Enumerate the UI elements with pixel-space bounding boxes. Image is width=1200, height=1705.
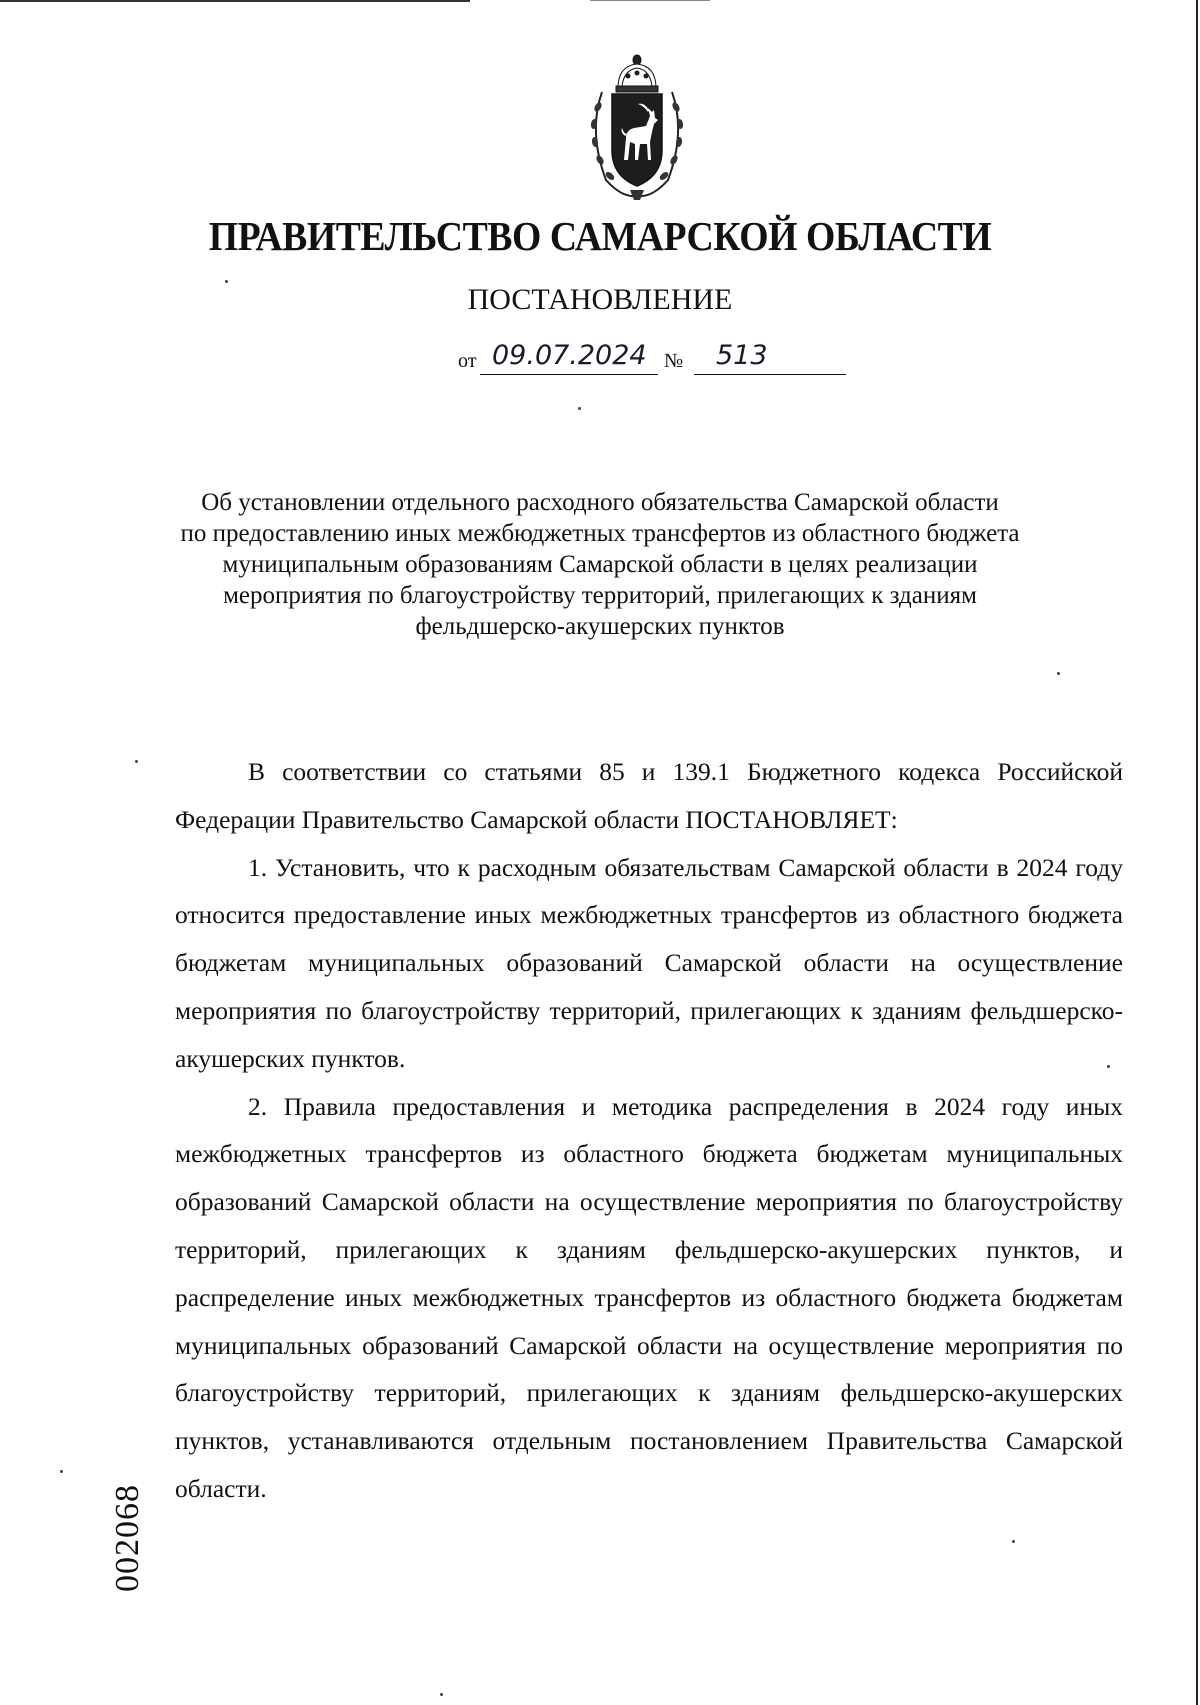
body-paragraph: 2. Правила предоставления и методика распределения в 2024 году иных межбюджетных трансфертов из областного бюджета бюджетам муниципальных образований Самарской области на осуществление мероприятия по благоустройству территорий, прилегающих к зданиям фельдшерско-акушерских пунктов, и распределение иных межбюджетных трансфертов из областного бюджета бюджетам муниципальных образований Самарской области на осуществление мероприятия по благоустройству территорий, прилегающих к зданиям фельдшерско-акушерских пунктов, устанавливаются отдельным постановлением Правительства Самарской области. xyxy=(175,1091,1123,1503)
government-title: ПРАВИТЕЛЬСТВО САМАРСКОЙ ОБЛАСТИ xyxy=(208,213,992,259)
date-underline xyxy=(480,374,658,375)
scan-speck xyxy=(578,407,581,410)
subject-line: муниципальным образованиям Самарской области в целях реализации xyxy=(222,551,978,578)
samara-region-coat-of-arms-icon xyxy=(578,52,696,202)
date-number-line xyxy=(458,335,858,375)
document-body xyxy=(175,748,1123,1513)
subject-line: по предоставлению иных межбюджетных трансфертов из областного бюджета xyxy=(180,520,1020,547)
document-number: 513 xyxy=(716,340,768,371)
number-prefix: № xyxy=(664,350,684,372)
body-paragraph: 1. Установить, что к расходным обязательствам Самарской области в 2024 году относится предоставление иных межбюджетных трансфертов из областного бюджета бюджетам муниципальных образований Самарской области на осуществление мероприятия по благоустройству территорий, прилегающих к зданиям фельдшерско-акушерских пунктов. xyxy=(175,852,1123,1073)
scan-speck xyxy=(1057,672,1060,675)
scan-speck xyxy=(225,280,228,283)
number-underline xyxy=(694,374,846,375)
scan-speck xyxy=(1107,1065,1110,1068)
scan-speck xyxy=(60,1470,63,1473)
serial-number: 002068 xyxy=(109,1484,146,1592)
scan-edge-line xyxy=(590,0,710,1)
scan-edge-line xyxy=(0,0,470,2)
document-type: ПОСТАНОВЛЕНИЕ xyxy=(467,283,733,316)
date-prefix: от xyxy=(458,350,477,372)
serial-number-stamp xyxy=(98,1448,158,1628)
scan-edge-line xyxy=(1196,0,1198,1705)
scan-speck xyxy=(440,1693,443,1696)
document-date: 09.07.2024 xyxy=(492,340,647,371)
scan-speck xyxy=(1012,1540,1015,1543)
body-paragraph: В соответствии со статьями 85 и 139.1 Бюджетного кодекса Российской Федерации Правительство Самарской области ПОСТАНОВЛЯЕТ: xyxy=(175,757,1123,834)
subject-line: мероприятия по благоустройству территорий, прилегающих к зданиям xyxy=(223,582,977,609)
scan-speck xyxy=(135,760,138,763)
subject-line: фельдшерско-акушерских пунктов xyxy=(415,613,785,640)
subject-line: Об установлении отдельного расходного обязательства Самарской области xyxy=(201,489,999,516)
document-subject xyxy=(170,487,1030,642)
